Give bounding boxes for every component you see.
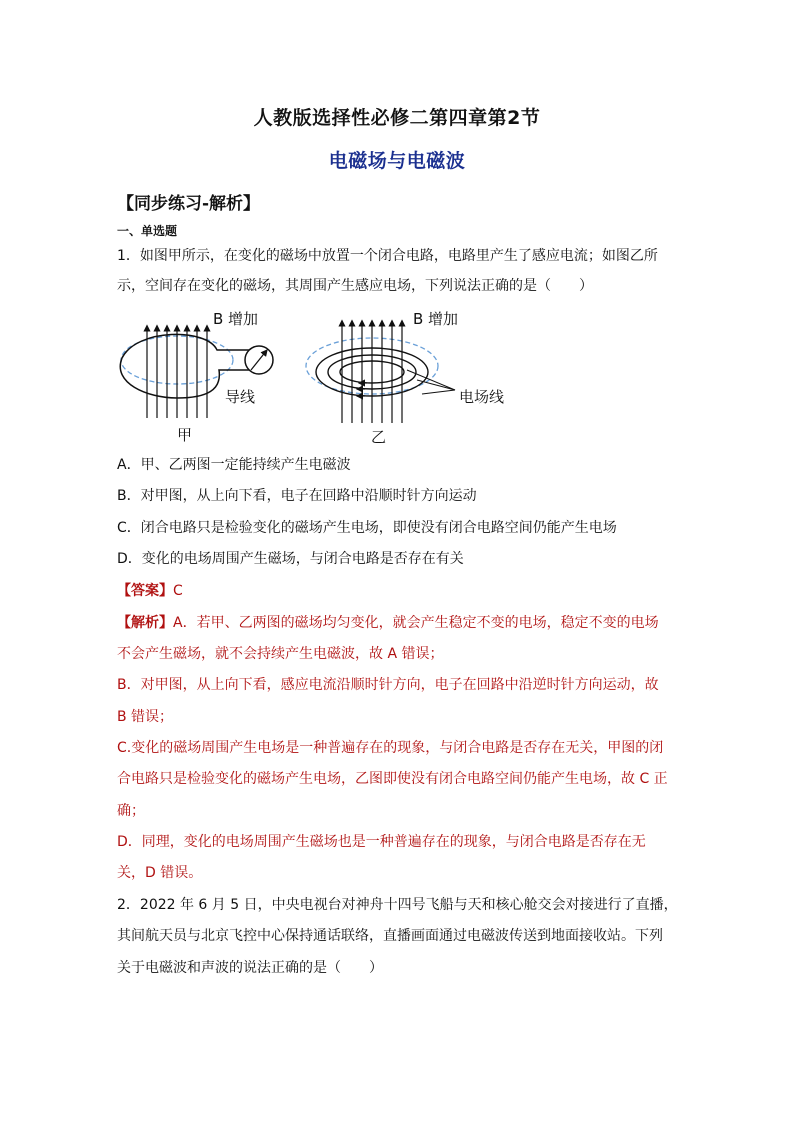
analysis-line-5: C.变化的磁场周围产生电场是一种普遍存在的现象，与闭合电路是否存在无关，甲图的闭 bbox=[117, 740, 664, 756]
jia-caption: 甲 bbox=[177, 426, 193, 444]
analysis-line-2: 不会产生磁场，就不会持续产生电磁波，故 A 错误； bbox=[117, 646, 444, 662]
analysis-line-4: B 错误； bbox=[117, 709, 174, 725]
question-1-figure bbox=[117, 298, 537, 448]
subsection-heading: 一、单选题 bbox=[117, 224, 178, 238]
jia-b-label: B 增加 bbox=[213, 310, 259, 328]
answer-line bbox=[117, 581, 183, 601]
field-line-label: 电场线 bbox=[459, 388, 505, 406]
question-1-stem-line-1: 1．如图甲所示，在变化的磁场中放置一个闭合电路，电路里产生了感应电流；如图乙所 bbox=[117, 248, 658, 264]
document-title: 人教版选择性必修二第四章第2节 bbox=[253, 107, 541, 129]
analysis-line-7: 确； bbox=[117, 803, 145, 819]
magnetic-field-arrows-yi bbox=[342, 323, 402, 423]
analysis-line-1 bbox=[117, 613, 659, 633]
question-2-line-1: 2．2022 年 6 月 5 日，中央电视台对神舟十四号飞船与天和核心舱交会对接进行了直播， bbox=[117, 897, 678, 913]
magnetic-field-arrows bbox=[147, 328, 207, 418]
section-heading: 【同步练习-解析】 bbox=[117, 194, 261, 214]
figure-jia bbox=[120, 310, 273, 444]
field-diagram bbox=[117, 298, 537, 448]
option-c: C．闭合电路只是检验变化的磁场产生电场，即使没有闭合电路空间仍能产生电场 bbox=[117, 520, 617, 536]
question-2-line-3: 关于电磁波和声波的说法正确的是（ ） bbox=[117, 960, 383, 976]
wire-label: 导线 bbox=[225, 388, 256, 406]
analysis-line-6: 合电路只是检验变化的磁场产生电场，乙图即使没有闭合电路空间仍能产生电场，故 C 正 bbox=[117, 771, 668, 787]
analysis-line-8: D．同理，变化的电场周围产生磁场也是一种普遍存在的现象，与闭合电路是否存在无 bbox=[117, 834, 646, 850]
analysis-tag: 【解析】 bbox=[117, 615, 173, 631]
option-a: A．甲、乙两图一定能持续产生电磁波 bbox=[117, 457, 351, 473]
yi-caption: 乙 bbox=[371, 428, 387, 446]
answer-value: C bbox=[173, 583, 183, 599]
analysis-line-9: 关，D 错误。 bbox=[117, 865, 203, 881]
option-b: B．对甲图，从上向下看，电子在回路中沿顺时针方向运动 bbox=[117, 488, 477, 504]
yi-b-label: B 增加 bbox=[413, 310, 459, 328]
figure-yi bbox=[306, 310, 504, 446]
analysis-text-1: A．若甲、乙两图的磁场均匀变化，就会产生稳定不变的电场，稳定不变的电场 bbox=[173, 615, 659, 631]
document-subtitle: 电磁场与电磁波 bbox=[328, 150, 466, 172]
analysis-line-3: B．对甲图，从上向下看，感应电流沿顺时针方向，电子在回路中沿逆时针方向运动，故 bbox=[117, 677, 659, 693]
question-2-line-2: 其间航天员与北京飞控中心保持通话联络，直播画面通过电磁波传送到地面接收站。下列 bbox=[117, 928, 663, 944]
question-1-stem-line-2: 示，空间存在变化的磁场，其周围产生感应电场，下列说法正确的是（ ） bbox=[117, 278, 593, 294]
answer-tag: 【答案】 bbox=[117, 583, 173, 599]
option-d: D．变化的电场周围产生磁场，与闭合电路是否存在有关 bbox=[117, 551, 464, 567]
